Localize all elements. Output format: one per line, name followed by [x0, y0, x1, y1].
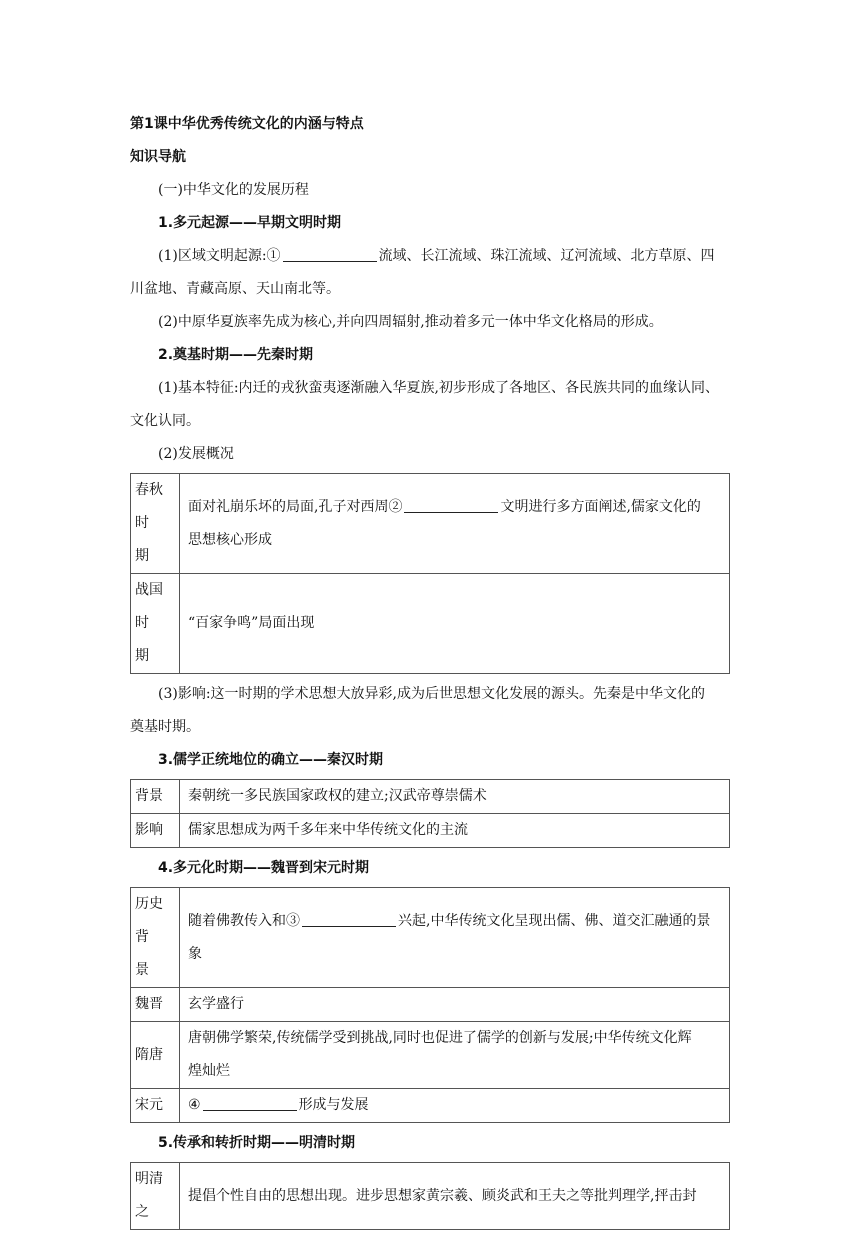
section-2-para-1: (1)基本特征:内迁的戎狄蛮夷逐渐融入华夏族,初步形成了各地区、各民族共同的血缘认同、	[158, 380, 719, 396]
section-title: (一)中华文化的发展历程	[158, 182, 309, 198]
table-row	[131, 1089, 730, 1123]
row-content: ④ 形成与发展	[180, 1089, 730, 1123]
pre-qin-table	[130, 473, 730, 674]
fill-blank-3	[302, 912, 396, 927]
nav-heading: 知识导航	[130, 149, 186, 165]
row-content: 秦朝统一多民族国家政权的建立;汉武帝尊崇儒术	[180, 780, 730, 814]
row-label: 春秋时 期	[131, 474, 180, 574]
lesson-title: 第1课中华优秀传统文化的内涵与特点	[130, 116, 364, 132]
table-row	[131, 1022, 730, 1089]
row-label: 魏晋	[131, 988, 180, 1022]
section-1-para-1-cont: 川盆地、青藏高原、天山南北等。	[130, 281, 340, 297]
table-row	[131, 988, 730, 1022]
section-1-heading: 1.多元起源——早期文明时期	[158, 215, 342, 231]
row-label: 明清之	[131, 1163, 180, 1230]
table-row	[131, 1163, 730, 1230]
wei-jin-song-yuan-table	[130, 887, 730, 1123]
section-2-para-3-cont: 奠基时期。	[130, 719, 200, 735]
row-label: 战国时 期	[131, 574, 180, 674]
row-content: 儒家思想成为两千多年来中华传统文化的主流	[180, 814, 730, 848]
document-page	[130, 108, 732, 1234]
row-label: 影响	[131, 814, 180, 848]
row-content: 随着佛教传入和③ 兴起,中华传统文化呈现出儒、佛、道交汇融通的景 象	[180, 888, 730, 988]
table-row	[131, 574, 730, 674]
section-5-heading: 5.传承和转折时期——明清时期	[158, 1135, 356, 1151]
fill-blank-1	[283, 247, 377, 262]
section-1-para-2: (2)中原华夏族率先成为核心,并向四周辐射,推动着多元一体中华文化格局的形成。	[158, 314, 663, 330]
fill-blank-2	[404, 498, 498, 513]
row-label: 宋元	[131, 1089, 180, 1123]
section-1-para-1: (1)区域文明起源:① 流域、长江流域、珠江流域、辽河流域、北方草原、四	[158, 248, 715, 264]
section-2-para-2: (2)发展概况	[158, 446, 234, 462]
row-content: 玄学盛行	[180, 988, 730, 1022]
row-content: 面对礼崩乐坏的局面,孔子对西周② 文明进行多方面阐述,儒家文化的 思想核心形成	[180, 474, 730, 574]
table-row	[131, 888, 730, 988]
ming-qing-table	[130, 1162, 730, 1230]
section-2-para-3: (3)影响:这一时期的学术思想大放异彩,成为后世思想文化发展的源头。先秦是中华文化的	[158, 686, 705, 702]
table-row	[131, 474, 730, 574]
table-row	[131, 780, 730, 814]
table-row	[131, 814, 730, 848]
row-content: 提倡个性自由的思想出现。进步思想家黄宗羲、顾炎武和王夫之等批判理学,抨击封	[180, 1163, 730, 1230]
section-3-heading: 3.儒学正统地位的确立——秦汉时期	[158, 752, 384, 768]
fill-blank-4	[203, 1096, 297, 1111]
section-4-heading: 4.多元化时期——魏晋到宋元时期	[158, 860, 370, 876]
section-2-heading: 2.奠基时期——先秦时期	[158, 347, 314, 363]
row-label: 背景	[131, 780, 180, 814]
row-label: 隋唐	[131, 1022, 180, 1089]
qin-han-table	[130, 779, 730, 848]
row-content: 唐朝佛学繁荣,传统儒学受到挑战,同时也促进了儒学的创新与发展;中华传统文化辉 煌灿烂	[180, 1022, 730, 1089]
row-content: “百家争鸣”局面出现	[180, 574, 730, 674]
row-label: 历史背 景	[131, 888, 180, 988]
section-2-para-1-cont: 文化认同。	[130, 413, 200, 429]
